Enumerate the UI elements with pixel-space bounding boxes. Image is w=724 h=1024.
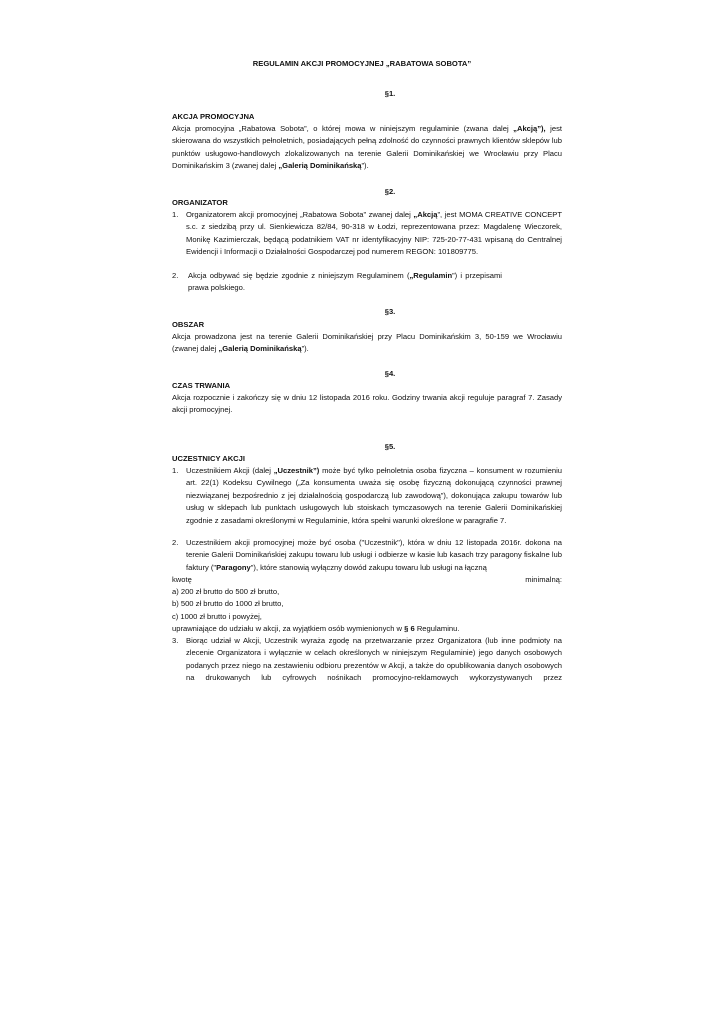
section-5-mark: §5. xyxy=(384,442,396,451)
text-run: ”). xyxy=(301,344,309,354)
bold-term: § 6 xyxy=(404,624,415,633)
list-number: 1. xyxy=(172,466,179,475)
text-run: jest skierowana do wszystkich pełnoletnich, posiadających pełną zdolność do czynności prawnych klientów sklepów lub punktów usługowo-handlowych zlokalizowanych na terenie Galerii Dominikańskiej we Wrocławiu przy Placu Dominikańskim 3 (zwanej dalej xyxy=(172,124,563,171)
bold-term: „Galerią Dominikańską xyxy=(278,161,362,171)
section-1-paragraph xyxy=(172,123,562,173)
text-run: Akcja odbywać się będzie zgodnie z niniejszym Regulaminem ( xyxy=(188,271,410,280)
list-number: 2. xyxy=(172,271,179,280)
section-4-mark: §4. xyxy=(384,369,396,378)
text-run: Uczestnikiem akcji promocyjnej może być osoba ("Uczestnik"), która w dniu 12 listopada 2016r. dokona na terenie Galerii Dominikańskiej zakupu towaru lub usługi i odbierze w kasie lub kasach trzy paragony fiskalne lub faktury (" xyxy=(186,538,562,572)
list-number: 3. xyxy=(172,636,179,645)
list-item xyxy=(172,537,562,574)
section-3-paragraph xyxy=(172,331,562,356)
text-run: Akcja prowadzona jest na terenie Galerii Dominikańskiej przy Placu Dominikańskim 3, 50-159 we Wrocławiu (zwanej dalej xyxy=(172,332,562,354)
text-run: ”) i przepisami prawa polskiego. xyxy=(188,271,502,293)
section-3-heading: OBSZAR xyxy=(172,320,205,329)
list-number: 2. xyxy=(172,538,179,547)
bold-term: „Uczestnik”) xyxy=(273,466,320,475)
option-b: b) 500 zł brutto do 1000 zł brutto, xyxy=(172,599,284,608)
section-4-heading: CZAS TRWANIA xyxy=(172,381,231,390)
text-run: Uczestnikiem Akcji (dalej xyxy=(186,466,274,475)
bold-term: „Galerią Dominikańską xyxy=(218,344,302,354)
bold-term: Paragony xyxy=(216,562,251,572)
section-1-mark: §1. xyxy=(384,89,396,98)
list-item xyxy=(172,465,562,527)
text-run: ”). xyxy=(361,161,369,171)
list-text: Biorąc udział w Akcji, Uczestnik wyraża zgodę na przetwarzanie przez Organizatora (lub inne podmioty na zlecenie Organizatora i wyłącznie w celach określonych w niniejszym Regulaminie) jego danych osobowych podanych przez niego na zestawieniu odbioru prezentów w Akcji, a także do opublikowania danych osobowych na drukowanych lub cyfrowych nośnikach promocyjno-reklamowych wykorzystywanych przez xyxy=(186,636,562,683)
list-item xyxy=(172,209,562,259)
section-3-mark: §3. xyxy=(384,307,396,316)
option-a: a) 200 zł brutto do 500 zł brutto, xyxy=(172,587,280,596)
text-run: ”, jest MOMA CREATIVE CONCEPT s.c. z siedzibą przy ul. Sienkiewicza 82/84, 90-318 w Łodzi, reprezentowana przez: Magdalenę Wieczorek, Monikę Kazimierczak, będącą podatnikiem VAT nr identyfikacyjny NIP: 725-20-77-431 wpisaną do Centralnej Ewidencji i Informacji o Działalności Gospodarczej pod numerem REGON: 101809775. xyxy=(186,210,563,257)
text-run: Organizatorem akcji promocyjnej „Rabatowa Sobota” zwanej dalej xyxy=(186,210,414,219)
bold-term: „Regulamin xyxy=(409,271,453,280)
bold-term: „Akcją xyxy=(413,210,438,219)
list-number: 1. xyxy=(172,210,179,219)
text-run: uprawniające do udziału w akcji, za wyjątkiem osób wymienionych w xyxy=(172,624,405,633)
option-c: c) 1000 zł brutto i powyżej, xyxy=(172,612,262,621)
text-run: minimalną: xyxy=(525,575,562,584)
bold-term: „Akcją”), xyxy=(513,124,546,133)
text-run: kwotę xyxy=(172,575,192,584)
text-run: "), które stanowią wyłączny dowód zakupu towaru lub usługi na łączną xyxy=(250,562,487,572)
text-run: Regulaminu. xyxy=(414,624,460,633)
text-run: może być tylko pełnoletnia osoba fizyczna – konsument w rozumieniu art. 22(1) Kodeksu Cywilnego („Za konsumenta uważa się osobę fizyczną dokonującą czynności prawnej niezwiązanej bezpośrednio z jej działalnością gospodarczą lub zawodową”), dokonująca zakupu towarów lub usług w sklepach lub punktach usługowych lub stoiskach tymczasowych na terenie Galerii Dominikańskiej zgodnie z zasadami określonymi w Regulaminie, która spełni warunki określone w paragrafie 7. xyxy=(186,466,562,525)
document-title: REGULAMIN AKCJI PROMOCYJNEJ „RABATOWA SOBOTA” xyxy=(252,59,472,68)
section-4-paragraph: Akcja rozpocznie i zakończy się w dniu 12 listopada 2016 roku. Godziny trwania akcji reguluje paragraf 7. Zasady akcji promocyjnej. xyxy=(172,393,562,415)
eligibility-note xyxy=(172,623,459,635)
list-item xyxy=(172,270,502,295)
section-2-mark: §2. xyxy=(384,187,396,196)
list-item xyxy=(172,635,562,685)
section-5-heading: UCZESTNICY AKCJI xyxy=(172,454,245,463)
text-run: Akcja promocyjna „Rabatowa Sobota”, o której mowa w niniejszym regulaminie (zwana dalej xyxy=(172,124,514,133)
amount-line xyxy=(172,574,562,586)
section-1-heading: AKCJA PROMOCYJNA xyxy=(172,112,255,121)
section-2-heading: ORGANIZATOR xyxy=(172,198,228,207)
